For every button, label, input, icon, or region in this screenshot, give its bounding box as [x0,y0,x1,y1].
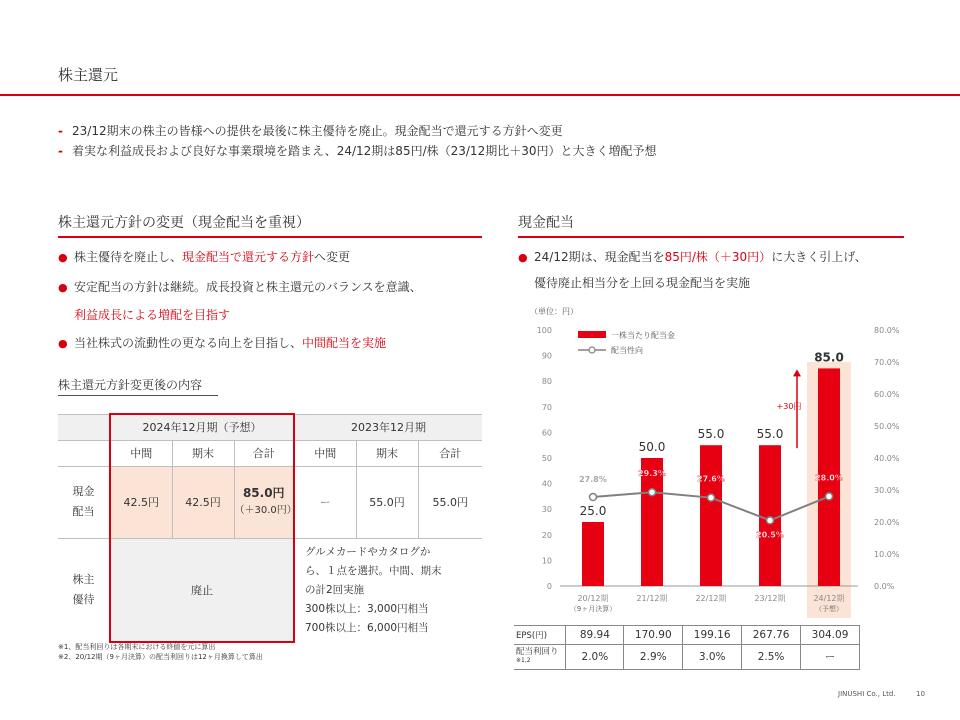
y-tick-label: 50 [541,454,552,463]
eps-value: 199.16 [683,626,742,645]
payout-ratio-point [767,517,774,524]
y-tick-label: 80 [541,377,552,387]
x-tick-sublabel: （予想） [815,605,843,613]
y2-tick-label: 40.0% [874,454,900,463]
y2-tick-label: 0.0% [874,582,895,591]
dividend-section-divider [518,236,904,238]
payout-ratio-label: 20.5% [756,530,784,540]
y-tick-label: 60 [541,428,552,438]
legend-bar-label: 一株当たり配当金 [611,331,675,340]
page-title: 株主還元 [58,66,119,84]
yield-value: 2.0% [566,645,624,670]
footnotes: ※1、配当利回りは各期末における終値を元に算出 ※2、20/12期（9ヶ月決算）の配当利回りは12ヶ月換算して算出 [58,643,263,661]
increase-arrow-head [793,369,801,376]
summary-list [58,121,938,161]
unit-label: （単位：円） [530,307,578,316]
x-tick-label: 23/12期 [754,594,786,603]
bar-value-label: 25.0 [579,504,607,518]
policy-section-divider [58,236,482,238]
cash-2024-total: 85.0円 （＋30.0円） [234,466,294,538]
col-interim-2024: 中間 [110,440,172,466]
cash-2024-interim: 42.5円 [110,466,172,538]
dividend-bar [582,522,604,586]
col-year-end-2024: 期末 [172,440,234,466]
dividend-bar [759,445,781,586]
period-2023-header: 2023年12月期 [294,414,482,440]
y-tick-label: 10 [541,556,552,566]
dividend-chart [508,300,928,618]
policy-section-title: 株主還元方針の変更（現金配当を重視） [58,215,310,231]
page-number: 10 [916,690,925,698]
y-tick-label: 100 [536,326,552,335]
bullet-dot-icon: ● [518,251,528,264]
payout-ratio-point [649,489,656,496]
x-tick-label: 20/12期 [577,594,609,603]
y-tick-label: 90 [541,351,552,361]
payout-ratio-point [708,494,715,501]
x-tick-label: 21/12期 [636,594,668,603]
y2-tick-label: 60.0% [874,390,900,399]
y2-tick-label: 20.0% [874,518,900,527]
row-label-shareholder-benefit: 株主 優待 [58,538,110,642]
yield-value: 3.0% [683,645,742,670]
policy-bullet: ● 当社株式の流動性の更なる向上を目指し、中間配当を実施 [58,334,488,353]
cash-2024-year-end: 42.5円 [172,466,234,538]
policy-bullet-continuation: 利益成長による増配を目指す [74,308,231,322]
y2-tick-label: 70.0% [874,358,900,367]
policy-bullet: ● 株主優待を廃止し、現金配当で還元する方針へ変更 [58,248,488,278]
col-year-end-2023: 期末 [356,440,418,466]
y-tick-label: 0 [546,582,552,591]
cash-2023-interim: ー [294,466,356,538]
legend-bar-swatch [578,331,606,338]
benefit-2024: 廃止 [110,538,294,642]
cash-2023-total: 55.0円 [418,466,482,538]
bar-value-label: 50.0 [638,440,666,454]
footer-company: JINUSHI Co., Ltd. [838,690,896,698]
eps-value: 304.09 [801,626,860,645]
payout-ratio-label: 27.6% [697,474,725,484]
cash-2023-year-end: 55.0円 [356,466,418,538]
legend-line-label: 配当性向 [611,346,643,355]
legend-line-marker [589,347,595,353]
yield-value: ー [801,645,860,670]
policy-table-title: 株主還元方針変更後の内容 [58,378,203,392]
bar-value-label: 55.0 [756,427,784,442]
policy-table-title-underline [58,395,218,396]
payout-ratio-label: 29.3% [638,469,666,479]
eps-yield-table [514,625,860,670]
x-tick-label: 22/12期 [695,594,727,603]
dividend-bullet: ● 24/12期は、現金配当を85円/株（＋30円）に大きく引上げ、 優待廃止相当分を上回る現金配当を実施 [518,250,867,290]
dash-icon: - [58,144,63,158]
bullet-dot-icon: ● [58,281,68,294]
eps-value: 170.90 [624,626,683,645]
y-tick-label: 70 [541,402,552,412]
payout-ratio-point [826,493,833,500]
y2-tick-label: 30.0% [874,486,900,495]
eps-value: 267.76 [742,626,801,645]
y2-tick-label: 10.0% [874,550,900,559]
summary-item: - 着実な利益成長および良好な事業環境を踏まえ、24/12期は85円/株（23/12期比＋30円）と大きく増配予想 [58,141,938,161]
x-tick-label: 24/12期 [813,594,845,603]
bar-value-label: 85.0 [814,350,844,365]
summary-item: - 23/12期末の株主の皆様への提供を最後に株主優待を廃止。現金配当で還元する方針へ変更 [58,121,938,141]
benefit-2023: グルメカードやカタログか ら、１点を選択。中間、期末 の計2回実施 300株以上：3,000円相当 700株以上：6,000円相当 [294,538,482,642]
y2-tick-label: 80.0% [874,326,900,335]
row-label-cash-dividend: 現金 配当 [58,466,110,538]
y-tick-label: 40 [541,479,552,489]
col-interim-2023: 中間 [294,440,356,466]
dividend-section-title: 現金配当 [518,215,574,231]
y-tick-label: 20 [541,530,552,540]
payout-ratio-point [590,494,597,501]
period-2024-header: 2024年12月期（予想） [110,414,294,440]
bullet-dot-icon: ● [58,251,68,264]
yield-label: 配当利回り$^{※1,2}$ [514,645,566,670]
bullet-dot-icon: ● [58,337,68,350]
title-divider [0,94,960,96]
col-total-2023: 合計 [418,440,482,466]
yield-value: 2.9% [624,645,683,670]
policy-bullet: ● 安定配当の方針は継続。成長投資と株主還元のバランスを意識、 [58,278,488,306]
payout-ratio-label: 27.8% [579,475,607,485]
col-total-2024: 合計 [234,440,294,466]
policy-bullet-list [58,248,488,353]
eps-label: EPS(円) [514,626,566,645]
y-tick-label: 30 [541,505,552,515]
policy-table [58,413,482,643]
payout-ratio-label: 28.0% [815,473,843,483]
dividend-bar [700,445,722,586]
y2-tick-label: 50.0% [874,422,900,431]
x-tick-sublabel: （9ヶ月決算） [569,605,617,613]
dash-icon: - [58,124,63,138]
increase-annotation: +30円 [776,401,802,411]
eps-value: 89.94 [566,626,624,645]
bar-value-label: 55.0 [697,427,725,442]
yield-value: 2.5% [742,645,801,670]
